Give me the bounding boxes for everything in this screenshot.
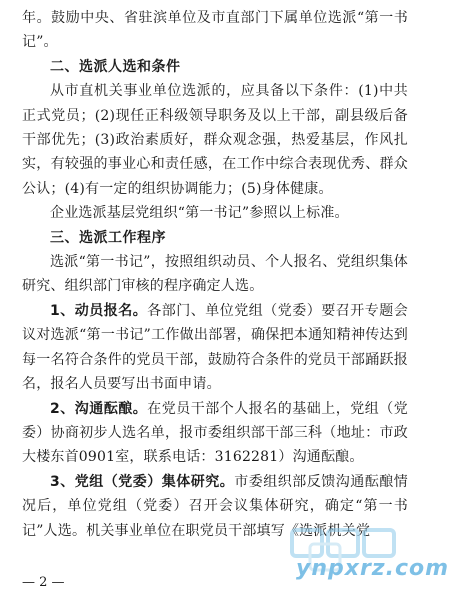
step-3-title: 3、党组（党委）集体研究。 xyxy=(50,473,235,490)
page-number: — 2 — xyxy=(22,575,65,590)
paragraph-1: 年。鼓励中央、省驻滨单位及市直部门下属单位选派“第一书记”。 xyxy=(22,10,408,51)
step-2-title: 2、沟通酝酿。 xyxy=(50,400,148,417)
paragraph-enterprise: 企业选派基层党组织“第一书记”参照以上标准。 xyxy=(50,205,349,222)
step-1-title: 1、动员报名。 xyxy=(50,302,148,319)
section-heading-2: 二、选派人选和条件 xyxy=(50,58,181,75)
section-heading-3: 三、选派工作程序 xyxy=(50,229,166,246)
document-body xyxy=(22,6,408,543)
paragraph-procedure: 选派“第一书记”，按照组织动员、个人报名、党组织集体研究、组织部门审核的程序确定人选。 xyxy=(22,254,408,295)
paragraph-step-3: 3、党组（党委）集体研究。市委组织部反馈沟通酝酿情况后，单位党组（党委）召开会议集体研究，确定“第一书记”人选。机关事业单位在职党员干部填写《选派机关党 xyxy=(22,473,409,539)
watermark-text: ynpxrz.com xyxy=(296,556,449,581)
paragraph-step-2: 2、沟通酝酿。在党员干部个人报名的基础上，党组（党委）协商初步人选名单，报市委组织部干部三科（地址：市政大楼东首0901室，联系电话：3162281）沟通酝酿。 xyxy=(22,400,408,466)
paragraph-step-1: 1、动员报名。各部门、单位党组（党委）要召开专题会议对选派“第一书记”工作做出部署，确保把本通知精神传达到每一名符合条件的党员干部，鼓励符合条件的党员干部踊跃报名，报名人员要写出书面申请。 xyxy=(22,302,408,393)
paragraph-conditions: 从市直机关事业单位选派的，应具备以下条件：(1)中共正式党员；(2)现任正科级领导职务及以上干部，副县级后备干部优先；(3)政治素质好，群众观念强，热爱基层，作风扎实，有较强的事业心和责任感，在工作中综合表现优秀、群众公认；(4)有一定的组织协调能力；(5)身体健康。 xyxy=(22,83,408,197)
